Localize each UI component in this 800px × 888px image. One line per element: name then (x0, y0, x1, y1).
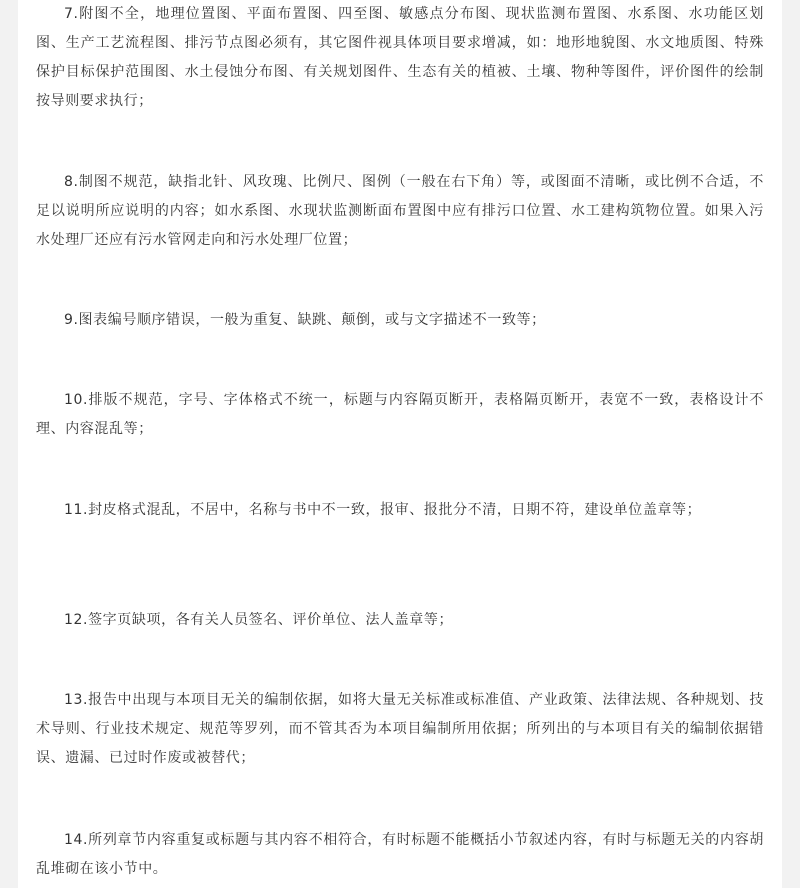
paragraph-item-8: 8.制图不规范，缺指北针、风玫瑰、比例尺、图例（一般在右下角）等，或图面不清晰，或比例不合适，不足以说明所应说明的内容；如水系图、水现状监测断面布置图中应有排污口位置、水工建构筑物位置。如果入污水处理厂还应有污水管网走向和污水处理厂位置； (36, 174, 764, 248)
paragraph-item-14: 14.所列章节内容重复或标题与其内容不相符合，有时标题不能概括小节叙述内容，有时与标题无关的内容胡乱堆砌在该小节中。 (36, 832, 764, 877)
paragraph-item-10: 10.排版不规范，字号、字体格式不统一，标题与内容隔页断开，表格隔页断开，表宽不一致，表格设计不理、内容混乱等； (36, 392, 764, 437)
article-page (18, 0, 782, 888)
paragraph-item-13: 13.报告中出现与本项目无关的编制依据，如将大量无关标准或标准值、产业政策、法律法规、各种规划、技术导则、行业技术规定、规范等罗列，而不管其否为本项目编制所用依据；所列出的与本项目有关的编制依据错误、遗漏、已过时作废或被替代； (36, 692, 764, 766)
paragraph-item-9: 9.图表编号顺序错误，一般为重复、缺跳、颠倒，或与文字描述不一致等； (64, 312, 546, 328)
paragraph-item-11: 11.封皮格式混乱，不居中，名称与书中不一致，报审、报批分不清，日期不符，建设单位盖章等； (64, 502, 702, 518)
paragraph-item-12: 12.签字页缺项，各有关人员签名、评价单位、法人盖章等； (64, 612, 454, 628)
paragraph-item-7: 7.附图不全，地理位置图、平面布置图、四至图、敏感点分布图、现状监测布置图、水系图、水功能区划图、生产工艺流程图、排污节点图必须有，其它图件视具体项目要求增减，如：地形地貌图、水文地质图、特殊保护目标保护范围图、水土侵蚀分布图、有关规划图件、生态有关的植被、土壤、物种等图件，评价图件的绘制按导则要求执行； (36, 6, 764, 109)
